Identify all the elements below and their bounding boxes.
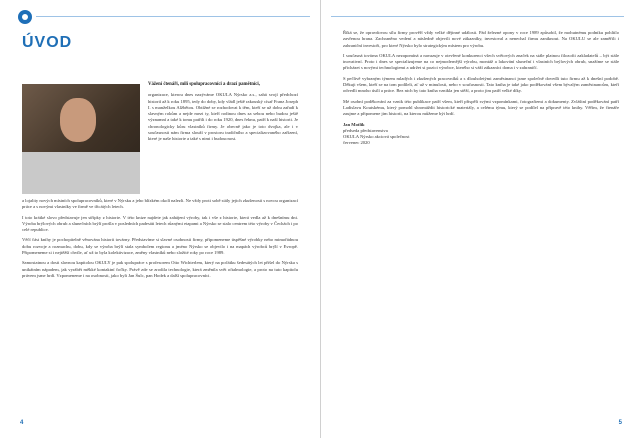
page-number-left: 4 — [20, 420, 24, 426]
right-column — [343, 30, 619, 147]
signature-name: Jan Motlík — [343, 121, 365, 127]
signature-block — [343, 122, 619, 147]
signature-title-2: OKULA Nýrsko akciová společnost — [343, 134, 410, 140]
right-paragraph-1: Říká se, že opravdovou sílu firmy prověří vždy velké dějinné události. Pád železné opony v roce 1989 způsobil, že mohutnému podniku pohltilo zavřenou hrana. Zachraněno vedení a následně objevili nové zákazníky, investoval a nenechal firmu zaniknout. Na OKULU se ale zaměřili i zahraniční investoři, pro které Nýrsko bylo strategickým místem pro výrobu. — [343, 30, 619, 48]
right-page — [321, 0, 642, 438]
paragraph-2: I toto krátké slovo představuje jen střípky z historie. V této knize najdete jak zahájení výroby, tak i vše z historie, která vedla až k dnešnímu dni. Výroba brýlových obrub a slunečních brýlí prošla v posledních padesáti letech různými etapami a Nýrsko se stalo centrem této výroby v Čechách i po celé republice. — [22, 214, 298, 233]
side-column — [148, 82, 298, 143]
portrait-head — [60, 98, 96, 142]
author-photo — [22, 84, 140, 194]
page-number-right: 5 — [618, 420, 622, 426]
right-paragraph-2: I současná továrna OKULA nezapomíná a navazuje v otevřené konkurenci všech světových značek na stále platnou filozofii zakladatelů – být stále inovativní. Proto i dnes se specializujeme na co nejmodernější výrobu, montáž a lakování sluneční i vlastních brýlových obrub, snažíme se stále přicházet s novými technologiemi a udržet si pozici výrobce, kterého si váží zákazníci doma i v zahraničí. — [343, 52, 619, 71]
paragraph-3: Věčí část knihy je pochopitelně věnována historii továrny. Představíme si slavné osobnosti firmy, připomeneme úspěšné výrobky nebo mimořádnou dobu rozvoje a rozmachu, dobu, kdy se výroba brýlí stala symbolem regionu a jméno Nýrsko se objevilo i na mapách výrobců brýlí v Evropě. Připomeneme si i nejtěžší chvíle, ať už to byla kolektivizace, změny vlastníků nebo složité roky po roce 1989. — [22, 237, 298, 256]
signature-title-1: předseda představenstva — [343, 127, 388, 133]
signature-date: červenec 2020 — [343, 140, 370, 146]
right-paragraph-4: Mé osobní poděkování za vznik této publikace patří všem, kteří přispěli svými vzpomínkami, fotografiemi a dokumenty. Zvláštní poděkování patří Ladislavu Koutskému, který pomohl shromáždit historické materiály, a celému týmu, který se podílel na přípravě této knihy. Věřím, že čtenáře zaujme a připomene jim historii, na kterou můžeme být hrdí. — [343, 98, 619, 117]
header-rule — [36, 16, 310, 17]
page-title: ÚVOD — [22, 34, 73, 51]
okula-logo-icon — [18, 10, 32, 24]
main-column — [22, 198, 298, 279]
side-text: organizace, kterou dnes nazýváme OKULA Nýrsko a.s., sahá svojí předchozí historií až k roku 1895, tedy do doby, kdy vládl ještě rakouský císař Franz Joseph I. s manželkou Alžbětou. Obtížné se rozhodovat k těm, kteří se už dobu zařadí k slavným rokům a nejde mezi ty, kteří rodinou dnes za sebou nebo budou ještě významní a také k tomu patřili i do roku 1920, dnes řeknu, patří k naší historii. Je chronologicky kůru vlastníků firmy. Je obecně jako je toto dvojka, ale i v současnosti nám firma slouží v prostoru tradičního a specializovaného zařízení, které je naše historie a také s nimi i budoucnost. — [148, 92, 298, 142]
greeting: Vážení čtenáři, milí spolupracovníci a drazí pamětníci, — [148, 82, 260, 87]
paragraph-1: a lojality nových místních spolupracovníků, které v Nýrsku a jeho blízkém okolí nalezli. Ne vždy proti sobě stály jejich zkušenosti s novou organizací práce a s novými vlastníky ve firmě ve třicátých letech. — [22, 198, 298, 210]
header-rule-right — [331, 16, 624, 17]
right-paragraph-3: S pečlivě vybraným týmem mladých i zkušených pracovníků a s dlouholetými zaměstnanci jsme společně dovedli tuto firmu až k dnešní podobě. Děkuji všem, kteří se na tom podíleli, ať už v minulosti, nebo v současnosti. Tato kniha je také jako poděkování všem bývalým zaměstnancům, kteří odvedli mnoho úsilí a práce. Bez nich by tato kniha vznikla jen stěží, a proto jim patří velké díky. — [343, 75, 619, 94]
paragraph-4: Samostatnou a dosti slavnou kapitolou OKULY je pak spolupráce s profesorem Otto Wichterlem, který na počátku šedesátých let přišel do Nýrska s unikátním nápadem, jak vyrábět měkké kontaktní čočky. Právě zde se zrodila technologie, která změnila svět oftalmologie, a proto na tuto kapitolu právem jsme hrdí. Vzpomeneme i na osobnosti, jako byli Jan Šulc, pan Hodek a další spolupracovníci. — [22, 260, 298, 278]
portrait-shirt — [22, 152, 140, 194]
